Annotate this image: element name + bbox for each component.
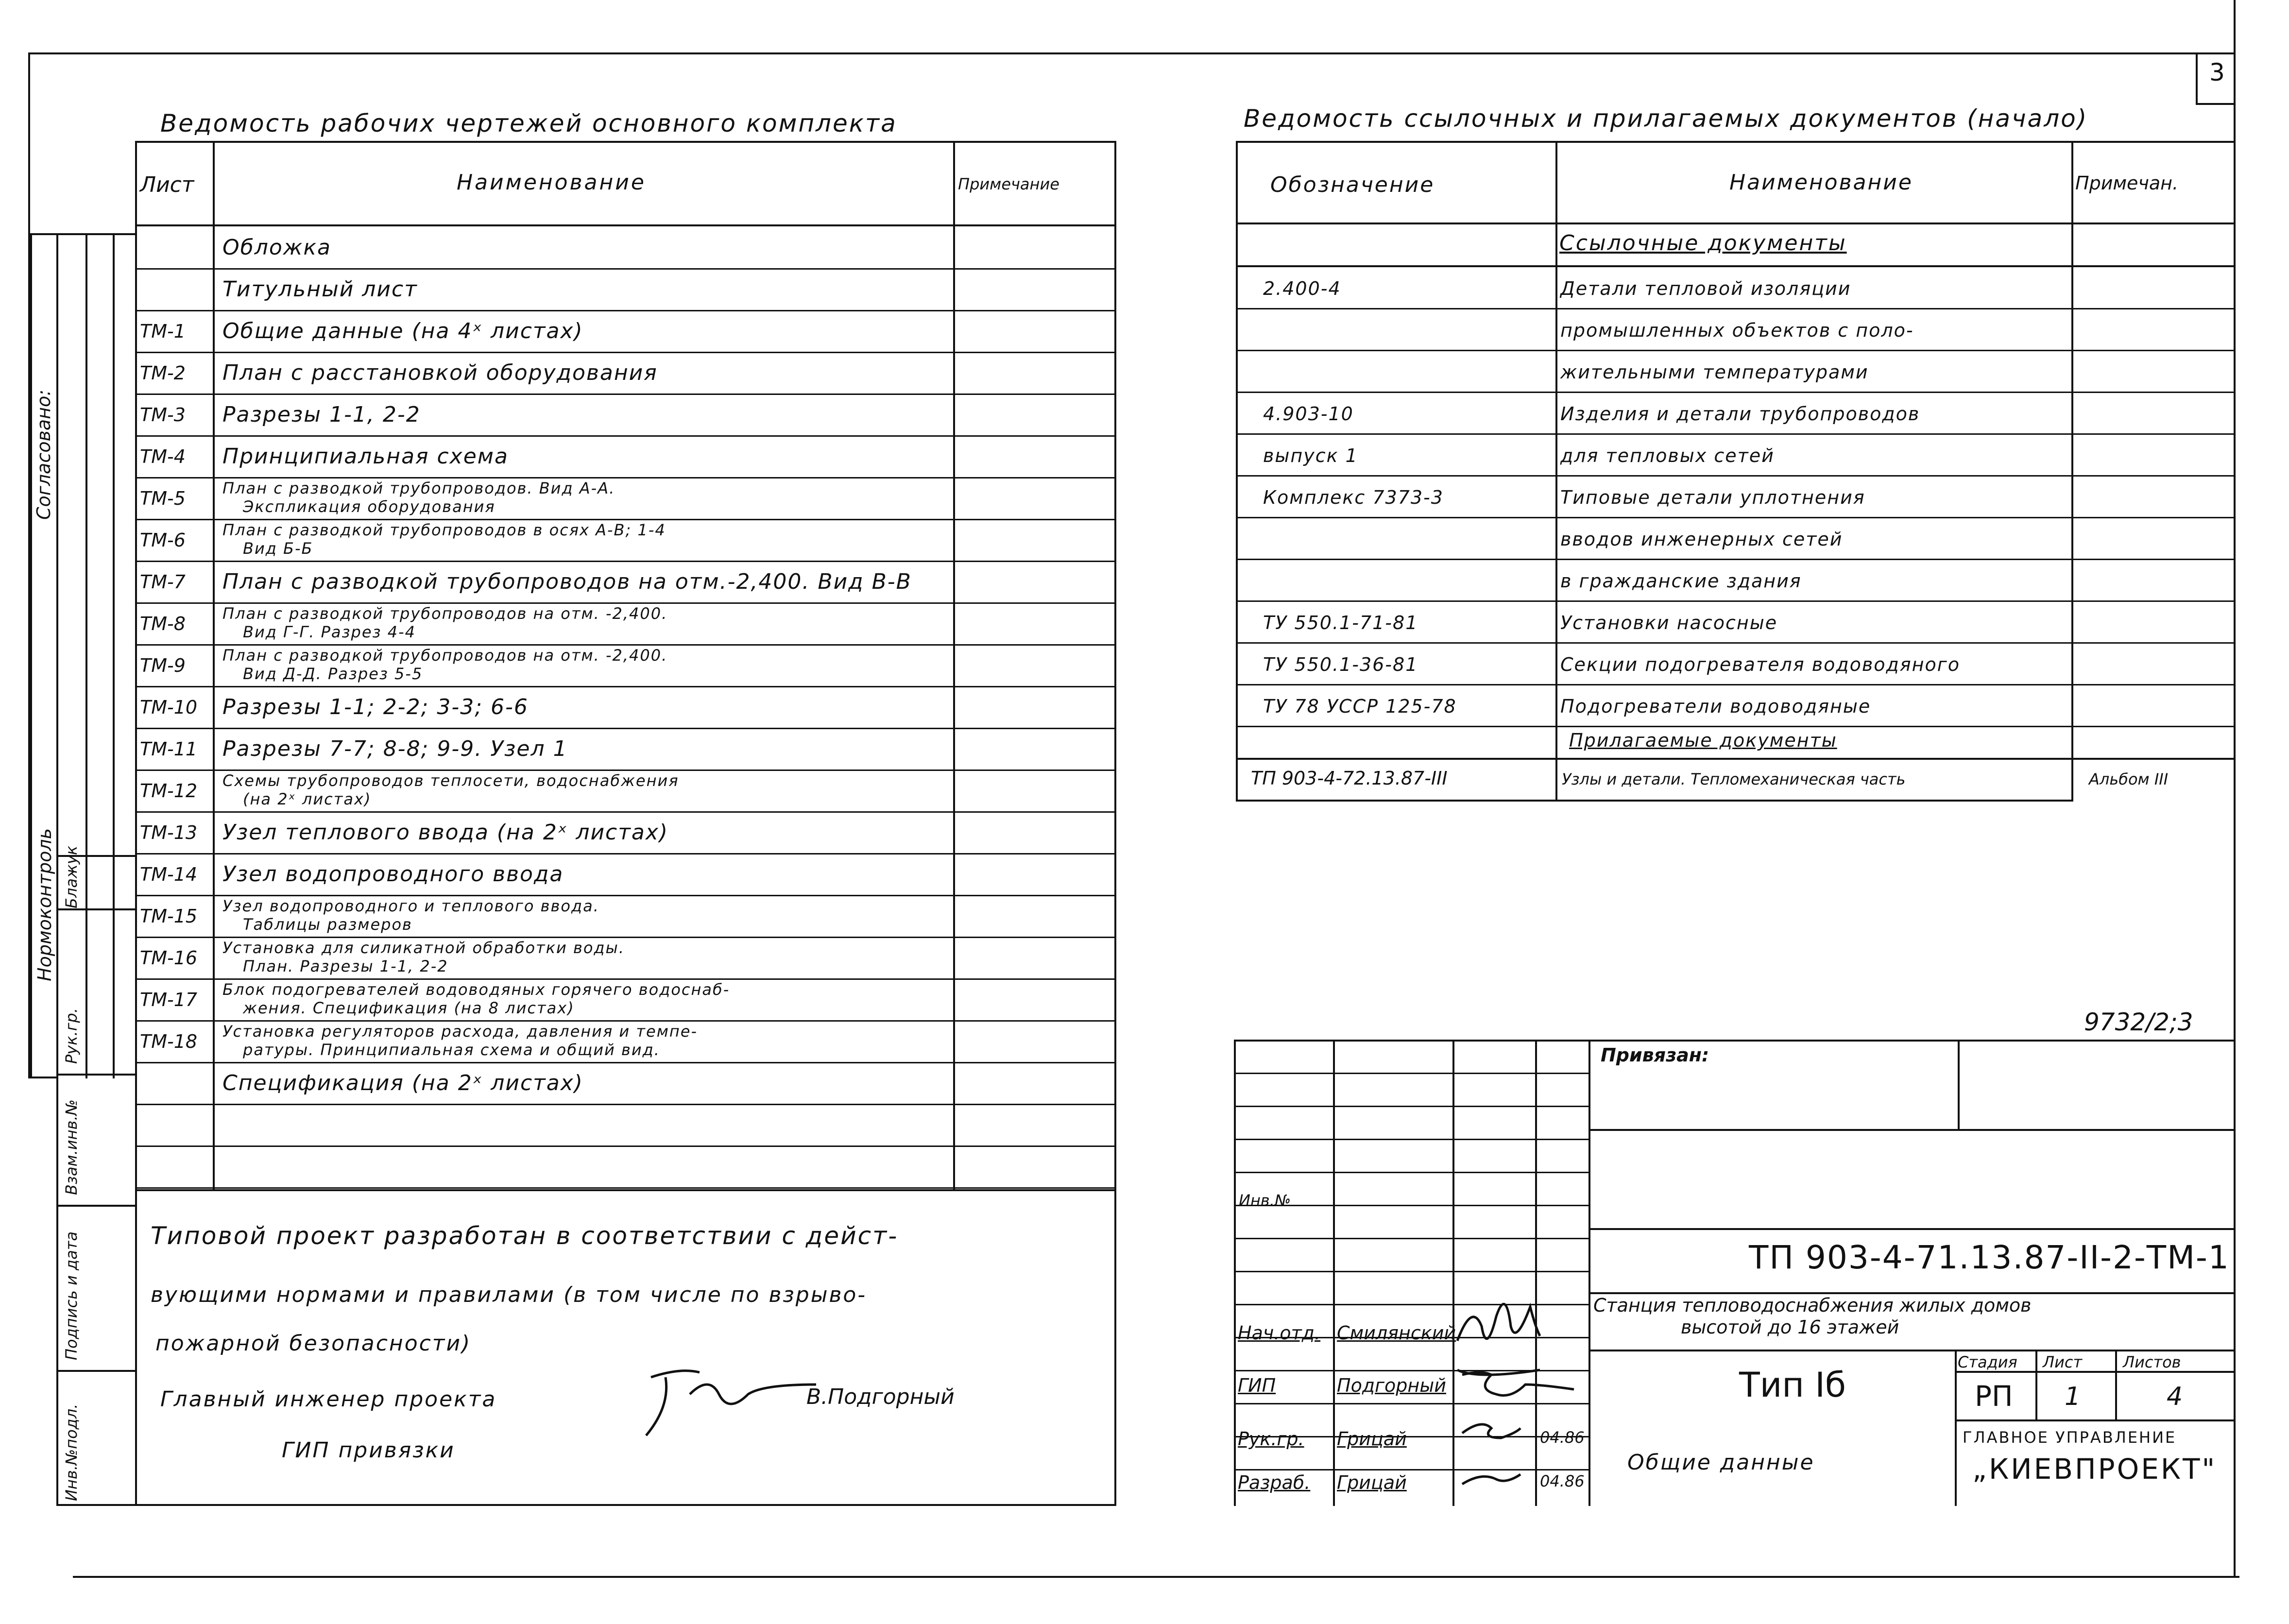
row-name: Общие данные (на 4ˣ листах) xyxy=(222,319,583,343)
row-name: План с разводкой трубопроводов в осях А-В; 1-4 xyxy=(222,521,666,539)
ref-name: вводов инженерных сетей xyxy=(1560,529,1843,550)
row-sheet: ТМ-1 xyxy=(140,321,186,342)
ruk-gr-label: Рук.гр. xyxy=(62,1008,81,1064)
sheet-value: 1 xyxy=(2065,1382,2081,1411)
type-label: Тип Iб xyxy=(1739,1365,1846,1405)
row-name: жения. Спецификация (на 8 листах) xyxy=(243,999,575,1017)
row-name: Разрезы 1-1; 2-2; 3-3; 6-6 xyxy=(222,695,529,719)
row-sheet: ТМ-18 xyxy=(140,1031,198,1052)
person-name: Смилянский xyxy=(1337,1322,1456,1344)
row-sheet: ТМ-17 xyxy=(140,989,198,1010)
row-sheet: ТМ-14 xyxy=(140,864,198,885)
row-sheet: ТМ-5 xyxy=(140,488,186,509)
row-sheet: ТМ-16 xyxy=(140,947,198,969)
row-name: Вид Г-Г. Разрез 4-4 xyxy=(243,623,416,641)
attached-name: Узлы и детали. Тепломеханическая часть xyxy=(1562,770,1906,788)
ref-name: Изделия и детали трубопроводов xyxy=(1560,403,1920,425)
row-name: ратуры. Принципиальная схема и общий вид. xyxy=(243,1041,660,1059)
row-sheet: ТМ-7 xyxy=(140,571,186,593)
ref-code: ТУ 550.1-36-81 xyxy=(1263,654,1418,675)
row-name: Разрезы 7-7; 8-8; 9-9. Узел 1 xyxy=(222,736,568,761)
person-date: 04.86 xyxy=(1540,1472,1585,1490)
org-line1: ГЛАВНОЕ УПРАВЛЕНИЕ xyxy=(1963,1428,2177,1447)
attached-note: Альбом III xyxy=(2089,770,2169,788)
ref-name: Установки насосные xyxy=(1560,612,1778,633)
row-name: Таблицы размеров xyxy=(243,915,412,934)
row-sheet: ТМ-9 xyxy=(140,655,186,676)
doc-code: ТП 903-4-71.13.87-II-2-ТМ-1 xyxy=(1749,1239,2230,1276)
statement-line2: вующими нормами и правилами (в том числе по взрыво- xyxy=(151,1282,867,1307)
row-name: (на 2ˣ листах) xyxy=(243,790,372,808)
header-ref-name: Наименование xyxy=(1729,170,1913,195)
ref-name: Детали тепловой изоляции xyxy=(1560,278,1851,299)
album-code: 9732/2;3 xyxy=(2084,1008,2193,1036)
row-name: План с разводкой трубопроводов на отм. -2,400. xyxy=(222,604,668,623)
statement-line1: Типовой проект разработан в соответствии с дейст- xyxy=(151,1222,899,1250)
sheet-title: Общие данные xyxy=(1627,1450,1815,1475)
row-sheet: ТМ-4 xyxy=(140,446,186,467)
ref-code: 2.400-4 xyxy=(1263,278,1341,299)
row-name: Вид Б-Б xyxy=(243,539,313,558)
row-name: Принципиальная схема xyxy=(222,444,509,469)
header-ref-note: Примечан. xyxy=(2075,172,2179,194)
header-name: Наименование xyxy=(457,170,646,195)
inv-label: Инв.№ xyxy=(1239,1191,1291,1210)
row-sheet: ТМ-12 xyxy=(140,780,198,802)
ref-code: ТУ 550.1-71-81 xyxy=(1263,612,1418,633)
stage-value: РП xyxy=(1975,1380,2013,1413)
sheet-label: Лист xyxy=(2043,1353,2083,1371)
row-name: Вид Д-Д. Разрез 5-5 xyxy=(243,665,423,683)
row-sheet: ТМ-3 xyxy=(140,404,186,426)
section-attached: Прилагаемые документы xyxy=(1569,730,1837,751)
sheet-number: 3 xyxy=(2209,58,2225,86)
person-role: ГИП xyxy=(1238,1375,1276,1396)
row-name: План с разводкой трубопроводов на отм. -2,400. xyxy=(222,646,668,665)
stage-label: Стадия xyxy=(1958,1353,2017,1371)
drawings-list-title: Ведомость рабочих чертежей основного комплекта xyxy=(160,109,897,137)
row-sheet: ТМ-6 xyxy=(140,530,186,551)
person-role: Разраб. xyxy=(1238,1472,1311,1493)
bound-label: Привязан: xyxy=(1601,1044,1709,1066)
signature-date-label: Подпись и дата xyxy=(62,1231,81,1360)
sheets-label: Листов xyxy=(2123,1353,2181,1371)
object-line2: высотой до 16 этажей xyxy=(1681,1316,1899,1338)
row-name: План. Разрезы 1-1, 2-2 xyxy=(243,957,448,975)
agreed-label: Согласовано: xyxy=(33,389,54,520)
ref-name: промышленных объектов с поло- xyxy=(1560,320,1914,341)
header-note: Примечание xyxy=(958,175,1059,193)
person-date: 04.86 xyxy=(1540,1428,1585,1447)
blazhuk-label: Блажук xyxy=(62,845,81,908)
person-role: Нач.отд. xyxy=(1238,1322,1321,1344)
row-name: Экспликация оборудования xyxy=(243,497,495,516)
org-line2: „КИЕВПРОЕКТ" xyxy=(1972,1453,2217,1486)
ref-code: выпуск 1 xyxy=(1263,445,1358,466)
row-name: Узел водопроводного и теплового ввода. xyxy=(222,897,599,915)
row-name: Установка регуляторов расхода, давления и темпе- xyxy=(222,1022,698,1041)
vzam-inv-label: Взам.инв.№ xyxy=(62,1099,81,1195)
ref-name: для тепловых сетей xyxy=(1560,445,1775,466)
row-sheet: ТМ-10 xyxy=(140,697,198,718)
ref-name: Типовые детали уплотнения xyxy=(1560,487,1865,508)
person-name: Грицай xyxy=(1337,1472,1407,1493)
gip-binding-label: ГИП привязки xyxy=(282,1438,455,1463)
person-name: Грицай xyxy=(1337,1428,1407,1450)
inv-orig-label: Инв.№подл. xyxy=(62,1403,81,1501)
norm-control-label: Нормоконтроль xyxy=(34,828,55,981)
row-name: План с расстановкой оборудования xyxy=(222,360,658,385)
row-name: Установка для силикатной обработки воды. xyxy=(222,939,625,957)
section-referenced: Ссылочные документы xyxy=(1559,231,1847,256)
attached-code: ТП 903-4-72.13.87-III xyxy=(1251,768,1448,789)
row-name: Узел теплового ввода (на 2ˣ листах) xyxy=(222,820,669,845)
ref-name: жительными температурами xyxy=(1560,361,1869,383)
row-sheet: ТМ-8 xyxy=(140,613,186,634)
chief-engineer-label: Главный инженер проекта xyxy=(160,1387,497,1412)
person-name: Подгорный xyxy=(1337,1375,1446,1396)
row-name: План с разводкой трубопроводов на отм.-2,400. Вид В-В xyxy=(222,569,912,594)
sheets-value: 4 xyxy=(2167,1382,2183,1411)
header-sheet: Лист xyxy=(140,172,194,197)
ref-code: Комплекс 7373-3 xyxy=(1263,487,1444,508)
row-name: Разрезы 1-1, 2-2 xyxy=(222,402,421,427)
ref-code: 4.903-10 xyxy=(1263,403,1354,425)
row-sheet: ТМ-2 xyxy=(140,362,186,384)
row-sheet: ТМ-11 xyxy=(140,738,198,760)
header-code: Обозначение xyxy=(1270,172,1435,197)
row-name: План с разводкой трубопроводов. Вид А-А. xyxy=(222,479,615,497)
row-sheet: ТМ-15 xyxy=(140,906,198,927)
row-name: Узел водопроводного ввода xyxy=(222,862,564,887)
object-line1: Станция тепловодоснабжения жилых домов xyxy=(1593,1295,2032,1316)
ref-name: Секции подогревателя водоводяного xyxy=(1560,654,1960,675)
chief-engineer-name: В.Подгорный xyxy=(806,1385,955,1409)
row-name: Обложка xyxy=(222,235,331,260)
statement-line3: пожарной безопасности) xyxy=(155,1331,472,1356)
row-name: Спецификация (на 2ˣ листах) xyxy=(222,1071,583,1095)
row-name: Титульный лист xyxy=(222,277,418,302)
row-name: Схемы трубопроводов теплосети, водоснабжения xyxy=(222,771,679,790)
row-name: Блок подогревателей водоводяных горячего водоснаб- xyxy=(222,980,730,999)
row-sheet: ТМ-13 xyxy=(140,822,198,843)
ref-name: в гражданские здания xyxy=(1560,570,1802,592)
ref-name: Подогреватели водоводяные xyxy=(1560,696,1871,717)
person-role: Рук.гр. xyxy=(1238,1428,1304,1450)
references-list-title: Ведомость ссылочных и прилагаемых документов (начало) xyxy=(1244,104,2088,133)
ref-code: ТУ 78 УССР 125-78 xyxy=(1263,696,1457,717)
